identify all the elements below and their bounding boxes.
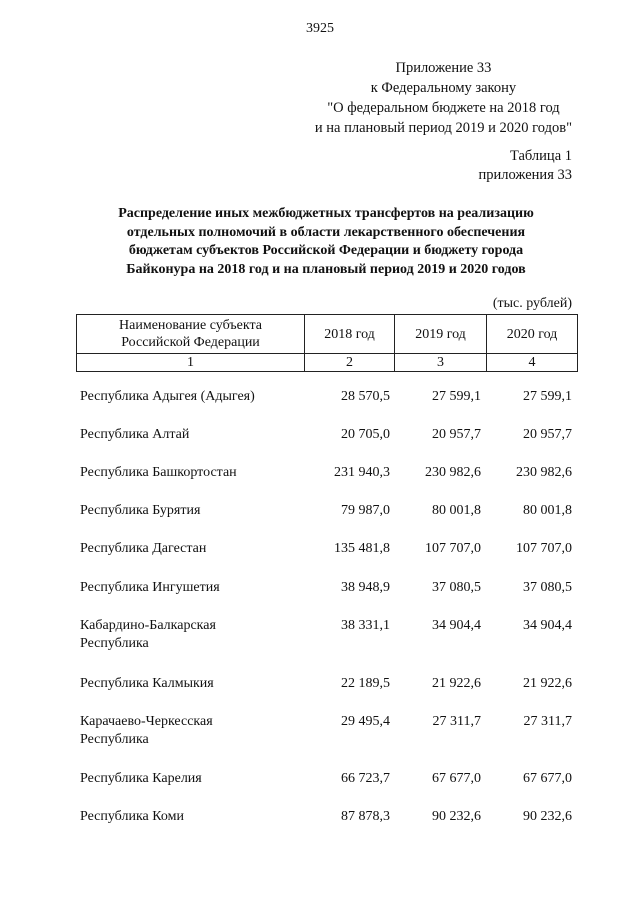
value-2018: 231 940,3 xyxy=(334,465,390,480)
subject-name-line: Республика Дагестан xyxy=(80,541,207,556)
subject-name xyxy=(80,502,280,520)
table-row xyxy=(80,579,572,597)
subject-name-line: Республика Коми xyxy=(80,809,184,824)
units-label: (тыс. рублей) xyxy=(492,296,572,311)
subject-name-line: Карачаево-Черкесская xyxy=(80,714,213,729)
subject-name-line: Республика Ингушетия xyxy=(80,580,220,595)
subject-name xyxy=(80,540,280,558)
value-2020: 20 957,7 xyxy=(523,427,572,442)
header-2018: 2018 год xyxy=(305,315,395,354)
value-2018: 38 948,9 xyxy=(341,580,390,595)
value-2020: 67 677,0 xyxy=(523,771,572,786)
value-2019: 21 922,6 xyxy=(432,676,481,691)
subject-name xyxy=(80,464,280,482)
table-reference xyxy=(479,147,572,185)
table-row xyxy=(80,675,572,693)
header-subject-line: Наименование субъекта xyxy=(119,318,262,333)
subject-name-line: Республика xyxy=(80,636,149,651)
value-2019: 67 677,0 xyxy=(432,771,481,786)
column-number: 2 xyxy=(305,354,395,372)
column-number: 1 xyxy=(77,354,305,372)
table-row xyxy=(80,713,572,749)
value-2019: 27 311,7 xyxy=(432,714,481,729)
title-line: Распределение иных межбюджетных трансфертов на реализацию xyxy=(118,206,534,221)
value-2020: 107 707,0 xyxy=(516,541,572,556)
table-ref-line: приложения 33 xyxy=(478,167,572,183)
value-2019: 27 599,1 xyxy=(432,389,481,404)
value-2020: 21 922,6 xyxy=(523,676,572,691)
table-row xyxy=(80,540,572,558)
appendix-block xyxy=(315,58,572,138)
table-row xyxy=(80,808,572,826)
subject-name-line: Республика xyxy=(80,732,149,747)
subject-name xyxy=(80,617,280,653)
subject-name-line: Республика Адыгея (Адыгея) xyxy=(80,389,255,404)
value-2018: 135 481,8 xyxy=(334,541,390,556)
value-2020: 80 001,8 xyxy=(523,503,572,518)
table-header xyxy=(76,314,578,372)
value-2018: 79 987,0 xyxy=(341,503,390,518)
subject-name xyxy=(80,808,280,826)
value-2020: 37 080,5 xyxy=(523,580,572,595)
subject-name-line: Республика Калмыкия xyxy=(80,676,214,691)
value-2018: 20 705,0 xyxy=(341,427,390,442)
appendix-line: и на плановый период 2019 и 2020 годов" xyxy=(314,120,572,136)
subject-name-line: Республика Карелия xyxy=(80,771,202,786)
subject-name xyxy=(80,713,280,749)
value-2018: 22 189,5 xyxy=(341,676,390,691)
value-2018: 87 878,3 xyxy=(341,809,390,824)
value-2020: 90 232,6 xyxy=(523,809,572,824)
value-2018: 66 723,7 xyxy=(341,771,390,786)
value-2018: 29 495,4 xyxy=(341,714,390,729)
subject-name-line: Республика Башкортостан xyxy=(80,465,237,480)
subject-name-line: Кабардино-Балкарская xyxy=(80,618,216,633)
table-row xyxy=(80,426,572,444)
title-line: Байконура на 2018 год и на плановый период 2019 и 2020 годов xyxy=(126,261,526,277)
subject-name xyxy=(80,675,280,693)
value-2019: 107 707,0 xyxy=(425,541,481,556)
document-title xyxy=(76,205,576,279)
title-line: бюджетам субъектов Российской Федерации и бюджету города xyxy=(128,243,524,258)
value-2018: 38 331,1 xyxy=(341,618,390,633)
value-2019: 90 232,6 xyxy=(432,809,481,824)
table-ref-line: Таблица 1 xyxy=(509,148,572,164)
subject-name-line: Республика Алтай xyxy=(80,427,190,442)
subject-name xyxy=(80,579,280,597)
value-2020: 27 599,1 xyxy=(523,389,572,404)
value-2020: 230 982,6 xyxy=(516,465,572,480)
title-line: отдельных полномочий в области лекарственного обеспечения xyxy=(126,224,526,240)
subject-name xyxy=(80,388,280,406)
page-number: 3925 xyxy=(306,21,334,36)
header-subject-name xyxy=(77,315,305,354)
table-row xyxy=(80,617,572,653)
appendix-line: Приложение 33 xyxy=(395,60,492,76)
header-2020: 2020 год xyxy=(487,315,578,354)
value-2019: 37 080,5 xyxy=(432,580,481,595)
value-2019: 230 982,6 xyxy=(425,465,481,480)
table-row xyxy=(80,464,572,482)
header-2019: 2019 год xyxy=(395,315,487,354)
table-row xyxy=(80,388,572,406)
column-number: 4 xyxy=(487,354,578,372)
table-row xyxy=(80,502,572,520)
header-subject-line: Российской Федерации xyxy=(121,335,260,350)
table-row xyxy=(80,770,572,788)
value-2018: 28 570,5 xyxy=(341,389,390,404)
value-2019: 20 957,7 xyxy=(432,427,481,442)
appendix-line: к Федеральному закону xyxy=(370,80,517,96)
value-2019: 80 001,8 xyxy=(432,503,481,518)
appendix-line: "О федеральном бюджете на 2018 год xyxy=(327,100,560,116)
subject-name xyxy=(80,426,280,444)
value-2020: 27 311,7 xyxy=(523,714,572,729)
subject-name-line: Республика Бурятия xyxy=(80,503,201,518)
value-2019: 34 904,4 xyxy=(432,618,481,633)
column-number: 3 xyxy=(395,354,487,372)
value-2020: 34 904,4 xyxy=(523,618,572,633)
subject-name xyxy=(80,770,280,788)
